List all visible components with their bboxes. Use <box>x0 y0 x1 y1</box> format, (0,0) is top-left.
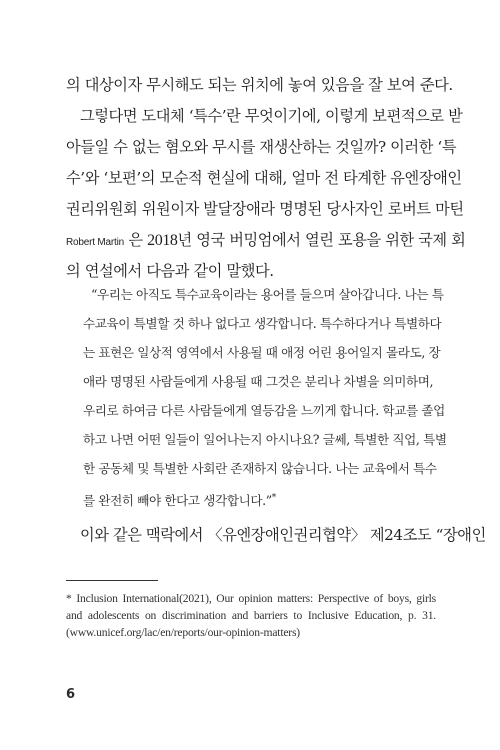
body-line: 아들일 수 없는 혐오와 무시를 재생산하는 것일까? 이러한 ‘특 <box>66 138 457 156</box>
body-line: 수’와 ‘보편’의 모순적 현실에 대해, 얼마 전 타계한 유엔장애인 <box>66 169 462 187</box>
quote-line: 애라 명명된 사람들에게 사용될 때 그것은 분리나 차별을 의미하며, <box>83 374 434 389</box>
footnote-line: * Inclusion International(2021), Our opinion matters: Perspective of boys, girls <box>66 592 436 605</box>
body-line: 그렇다면 도대체 ‘특수’란 무엇이기에, 이렇게 보편적으로 받 <box>80 107 463 125</box>
body-line: 의 대상이자 무시해도 되는 위치에 놓여 있음을 잘 보여 준다. <box>66 76 453 94</box>
quote-line: 수교육이 특별할 것 하나 없다고 생각합니다. 특수하다거나 특별하다 <box>83 316 442 331</box>
quote-line <box>83 487 420 509</box>
text-fragment: 년 영국 버밍엄에서 열린 포용을 위한 국제 회 <box>177 231 466 249</box>
year-text: 2018 <box>147 232 178 249</box>
quote-line: 우리로 하여금 다른 사람들에게 열등감을 느끼게 합니다. 학교를 졸업 <box>83 403 445 418</box>
body-line: 의 연설에서 다음과 같이 말했다. <box>66 262 274 280</box>
quote-text: 를 완전히 빼야 한다고 생각합니다.” <box>83 493 272 509</box>
footnote-line: (www.unicef.org/lac/en/reports/our-opinion-matters) <box>66 626 300 639</box>
quote-line: 는 표현은 일상적 영역에서 사용될 때 애정 어린 용어일지 몰라도, 장 <box>83 345 441 360</box>
body-line: 권리위원회 위원이자 발달장애라 명명된 당사자인 로버트 마틴 <box>66 200 464 218</box>
author-name-english: Robert Martin <box>66 237 124 248</box>
body-line-with-name <box>66 228 466 252</box>
body-line: 이와 같은 맥락에서 〈유엔장애인권리협약〉 제24조도 “장애인 <box>80 526 486 544</box>
footnote-divider <box>66 580 158 581</box>
quote-line: 하고 나면 어떤 일들이 일어나는지 아시나요? 글쎄, 특별한 직업, 특별 <box>83 432 447 447</box>
quote-line: “우리는 아직도 특수교육이라는 용어를 들으며 살아갑니다. 나는 특 <box>91 287 444 302</box>
footnote-marker: * <box>271 493 276 503</box>
page-number: 6 <box>66 687 76 702</box>
quote-line: 한 공동체 및 특별한 사회란 존재하지 않습니다. 나는 교육에서 특수 <box>83 461 437 476</box>
text-fragment: 은 <box>123 231 148 249</box>
footnote-line: and adolescents on discrimination and barriers to Inclusive Education, p. 31. <box>66 609 436 622</box>
